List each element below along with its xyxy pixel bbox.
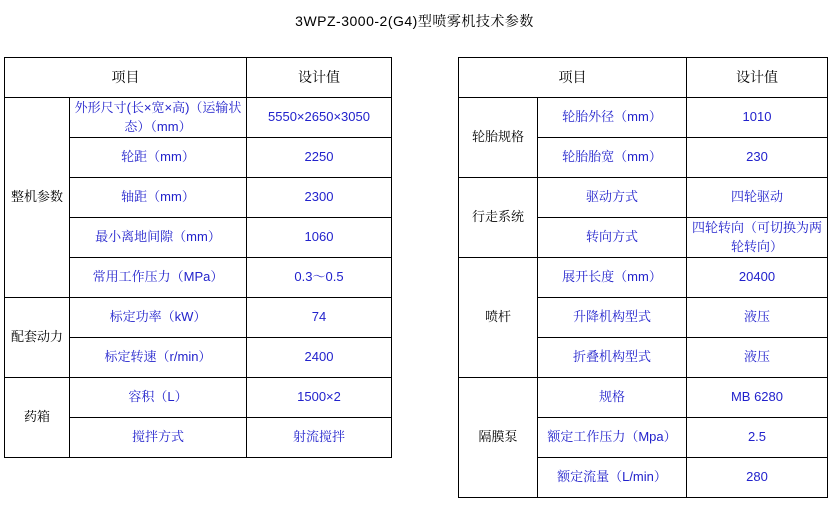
value-cell: 1500×2: [247, 378, 392, 418]
category-cell-tank: 药箱: [5, 378, 70, 458]
value-cell: 射流搅拌: [247, 418, 392, 458]
item-cell: 升降机构型式: [538, 298, 687, 338]
category-cell-travel-system: 行走系统: [459, 178, 538, 258]
column-header-value: 设计值: [247, 58, 392, 98]
value-cell: 1010: [687, 98, 828, 138]
value-cell: 0.3～0.5: [247, 258, 392, 298]
table-row: [459, 98, 828, 138]
table-row: [459, 258, 828, 298]
item-cell: 规格: [538, 378, 687, 418]
item-cell: 额定工作压力（Mpa）: [538, 418, 687, 458]
item-cell: 轴距（mm）: [70, 178, 247, 218]
item-cell: 容积（L）: [70, 378, 247, 418]
table-row: [459, 378, 828, 418]
item-cell: 标定功率（kW）: [70, 298, 247, 338]
item-cell: 标定转速（r/min）: [70, 338, 247, 378]
spec-table-right: [458, 57, 828, 498]
column-header-item: 项目: [459, 58, 687, 98]
value-cell: 液压: [687, 298, 828, 338]
value-cell: 四轮驱动: [687, 178, 828, 218]
table-row: [5, 98, 392, 138]
item-cell: 常用工作压力（MPa）: [70, 258, 247, 298]
item-cell: 驱动方式: [538, 178, 687, 218]
item-cell: 额定流量（L/min）: [538, 458, 687, 498]
value-cell: 1060: [247, 218, 392, 258]
column-header-value: 设计值: [687, 58, 828, 98]
item-cell: 折叠机构型式: [538, 338, 687, 378]
header-row: [5, 58, 392, 98]
category-cell-diaphragm-pump: 隔膜泵: [459, 378, 538, 498]
value-cell: 2300: [247, 178, 392, 218]
item-cell: 转向方式: [538, 218, 687, 258]
table-row: [5, 378, 392, 418]
spec-table-left: [4, 57, 392, 458]
value-cell: 230: [687, 138, 828, 178]
page-title: 3WPZ-3000-2(G4)型喷雾机技术参数: [295, 13, 534, 29]
category-cell-spray-boom: 喷杆: [459, 258, 538, 378]
value-cell: MB 6280: [687, 378, 828, 418]
value-cell: 2250: [247, 138, 392, 178]
table-row: [5, 298, 392, 338]
category-cell-whole-machine: 整机参数: [5, 98, 70, 298]
value-cell: 2400: [247, 338, 392, 378]
item-cell: 轮胎胎宽（mm）: [538, 138, 687, 178]
column-header-item: 项目: [5, 58, 247, 98]
category-cell-tire-spec: 轮胎规格: [459, 98, 538, 178]
item-cell: 最小离地间隙（mm）: [70, 218, 247, 258]
item-cell: 展开长度（mm）: [538, 258, 687, 298]
value-cell: 20400: [687, 258, 828, 298]
value-cell: 5550×2650×3050: [247, 98, 392, 138]
value-cell: 液压: [687, 338, 828, 378]
header-row: [459, 58, 828, 98]
value-cell: 74: [247, 298, 392, 338]
value-cell: 四轮转向（可切换为两轮转向）: [687, 218, 828, 258]
category-cell-matching-power: 配套动力: [5, 298, 70, 378]
item-cell: 外形尺寸(长×宽×高)（运输状态）（mm）: [70, 98, 247, 138]
value-cell: 280: [687, 458, 828, 498]
item-cell: 轮距（mm）: [70, 138, 247, 178]
table-row: [459, 178, 828, 218]
item-cell: 搅拌方式: [70, 418, 247, 458]
value-cell: 2.5: [687, 418, 828, 458]
item-cell: 轮胎外径（mm）: [538, 98, 687, 138]
